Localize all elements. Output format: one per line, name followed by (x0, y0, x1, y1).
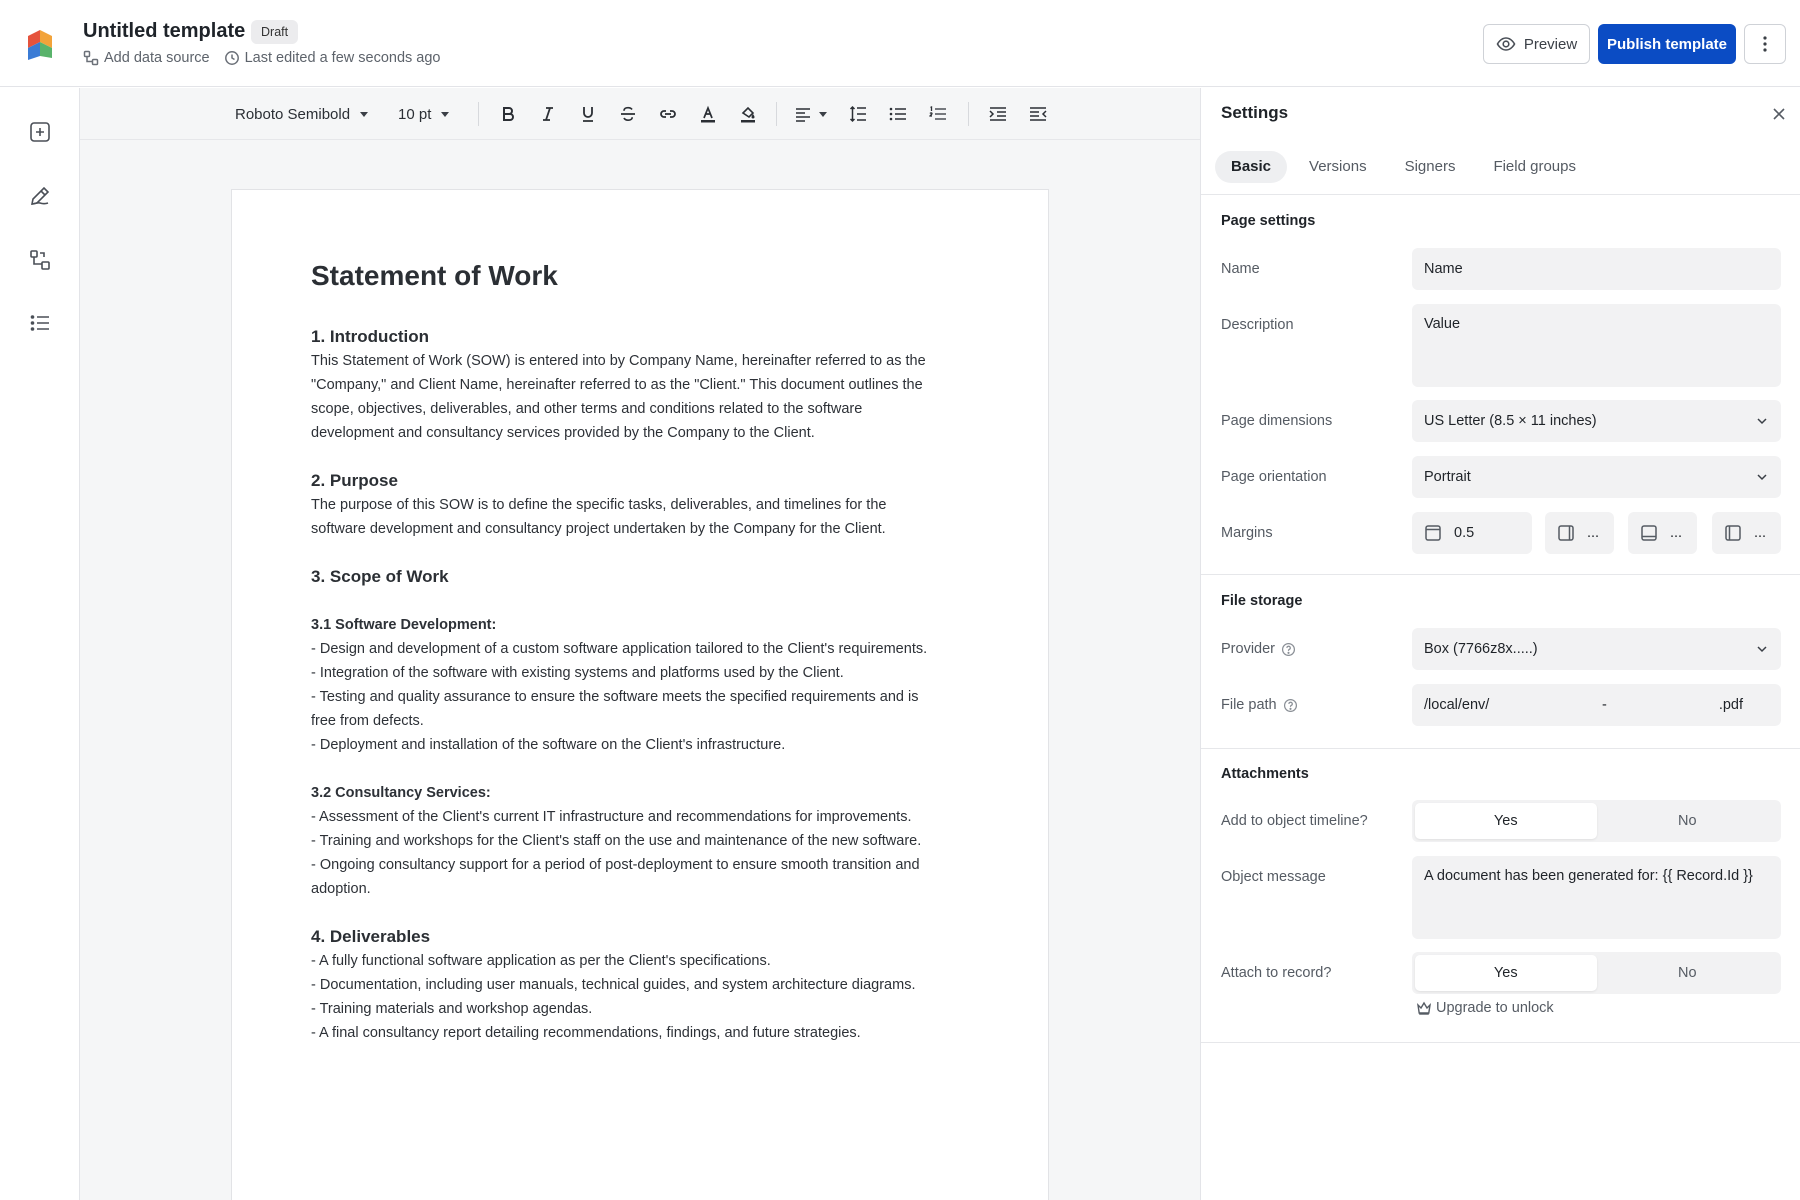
formatting-toolbar (80, 88, 1200, 140)
font-family-select[interactable] (235, 101, 368, 127)
paragraph-line[interactable]: - Deployment and installation of the software on the Client's infrastructure. (311, 737, 786, 753)
last-edited (224, 50, 441, 66)
chevron-down-icon (1757, 416, 1767, 426)
toolbar-divider (776, 102, 777, 126)
margin-top-value: 0.5 (1454, 525, 1475, 541)
attach-no-option[interactable]: No (1677, 965, 1697, 981)
editor-area (80, 88, 1200, 1200)
page-dimensions-select[interactable] (1412, 400, 1781, 442)
name-input[interactable]: Name (1412, 248, 1781, 290)
settings-panel (1200, 88, 1800, 1200)
clock-icon (224, 50, 240, 66)
align-left-icon (793, 104, 813, 124)
description-label: Description (1221, 317, 1294, 333)
text-color-icon[interactable] (694, 100, 722, 128)
provider-value: Box (7766z8x.....) (1424, 641, 1538, 657)
page-dimensions-value: US Letter (8.5 × 11 inches) (1424, 413, 1597, 429)
paragraph-line[interactable]: - A final consultancy report detailing recommendations, findings, and future strategies. (311, 1025, 861, 1041)
font-size-value: 10 pt (398, 105, 432, 123)
paragraph-line[interactable]: - Assessment of the Client's current IT infrastructure and recommendations for improvements. (311, 809, 912, 825)
indent-icon[interactable] (984, 100, 1012, 128)
section-heading[interactable]: 1. Introduction (311, 327, 430, 346)
chevron-down-icon (441, 112, 449, 117)
margin-right-icon (1557, 524, 1575, 542)
attach-yes-option[interactable]: Yes (1415, 955, 1597, 991)
margin-bottom-input[interactable] (1628, 512, 1697, 554)
object-message-label: Object message (1221, 869, 1326, 885)
template-title[interactable]: Untitled template (83, 20, 246, 42)
paragraph-line[interactable]: software development and consultancy project undertaken by the Company for the Client. (311, 521, 886, 537)
margin-bottom-value: ... (1670, 525, 1683, 541)
help-icon[interactable] (1281, 642, 1296, 657)
section-purpose (311, 468, 971, 541)
align-select[interactable] (790, 100, 830, 128)
eye-icon (1496, 34, 1516, 54)
paragraph-line[interactable]: adoption. (311, 881, 371, 897)
chevron-down-icon (360, 112, 368, 117)
tab-field-groups[interactable]: Field groups (1493, 158, 1576, 175)
page-orientation-value: Portrait (1424, 469, 1471, 485)
divider (1201, 748, 1800, 749)
paragraph-line[interactable]: - A fully functional software application as per the Client's specifications. (311, 953, 771, 969)
margin-top-icon (1424, 524, 1442, 542)
paragraph-line[interactable]: - Testing and quality assurance to ensure the software meets the specified requirements and is (311, 689, 919, 705)
chevron-down-icon (819, 112, 827, 117)
upgrade-label: Upgrade to unlock (1436, 1000, 1554, 1016)
file-path-label (1221, 697, 1298, 713)
provider-select[interactable] (1412, 628, 1781, 670)
file-path-prefix: /local/env/ (1424, 697, 1490, 713)
publish-template-button[interactable]: Publish template (1598, 24, 1736, 64)
toolbar-divider (478, 102, 479, 126)
close-icon[interactable] (1769, 104, 1789, 124)
file-storage-title: File storage (1221, 593, 1303, 609)
timeline-label: Add to object timeline? (1221, 813, 1368, 829)
line-height-icon[interactable] (844, 100, 872, 128)
add-data-source-link[interactable] (83, 50, 210, 66)
crown-icon (1416, 1000, 1432, 1016)
paragraph-line[interactable]: - Training materials and workshop agendas. (311, 1001, 593, 1017)
document-body[interactable] (311, 260, 971, 1068)
file-path-label-text: File path (1221, 697, 1277, 713)
object-message-textarea[interactable]: A document has been generated for: {{ Record.Id }} (1412, 856, 1781, 939)
settings-tabs (1215, 151, 1592, 183)
margin-left-value: ... (1754, 525, 1767, 541)
panel-title: Settings (1221, 103, 1289, 122)
timeline-yes-option[interactable]: Yes (1415, 803, 1597, 839)
page-settings-title: Page settings (1221, 213, 1316, 229)
left-rail (0, 88, 80, 1200)
paragraph-line[interactable]: "Company," and Client Name, hereinafter referred to as the "Client." This document outlines the (311, 377, 923, 393)
timeline-no-option[interactable]: No (1677, 813, 1697, 829)
tab-signers[interactable]: Signers (1404, 158, 1456, 175)
margin-right-value: ... (1587, 525, 1600, 541)
list-icon[interactable] (26, 309, 54, 337)
paragraph-line[interactable]: - Documentation, including user manuals, technical guides, and system architecture diagrams. (311, 977, 916, 993)
paragraph-line[interactable]: - Ongoing consultancy support for a period of post-deployment to ensure smooth transition and (311, 857, 920, 873)
last-edited-label: Last edited a few seconds ago (244, 50, 441, 66)
file-path-extension: .pdf (1718, 697, 1743, 713)
section-heading[interactable]: 4. Deliverables (311, 927, 431, 946)
paragraph-line[interactable]: free from defects. (311, 713, 424, 729)
help-icon[interactable] (1283, 698, 1298, 713)
tab-basic[interactable]: Basic (1215, 151, 1287, 183)
document-title[interactable]: Statement of Work (311, 260, 558, 291)
margin-left-icon (1724, 524, 1742, 542)
font-size-select[interactable] (398, 101, 449, 127)
upgrade-to-unlock-link[interactable] (1416, 1000, 1554, 1016)
outdent-icon[interactable] (1024, 100, 1052, 128)
toolbar-divider (968, 102, 969, 126)
paragraph-line[interactable]: This Statement of Work (SOW) is entered into by Company Name, hereinafter referred to as the (311, 353, 926, 369)
attachments-title: Attachments (1221, 766, 1309, 782)
margin-right-input[interactable] (1545, 512, 1614, 554)
margin-top-input[interactable] (1412, 512, 1532, 554)
section-deliverables (311, 924, 971, 1045)
preview-label: Preview (1523, 35, 1578, 53)
bulleted-list-icon[interactable] (884, 100, 912, 128)
data-fields-icon[interactable] (26, 246, 54, 274)
document-page[interactable] (231, 189, 1049, 1200)
page-orientation-select[interactable] (1412, 456, 1781, 498)
subsection-heading[interactable]: 3.2 Consultancy Services: (311, 785, 491, 801)
divider (1201, 1042, 1800, 1043)
paragraph-line[interactable]: The purpose of this SOW is to define the specific tasks, deliverables, and timelines for the (311, 497, 887, 513)
timeline-toggle[interactable] (1412, 800, 1781, 842)
section-heading[interactable]: 2. Purpose (311, 471, 398, 490)
paragraph-line[interactable]: - Integration of the software with existing systems and platforms used by the Client. (311, 665, 844, 681)
page-orientation-label: Page orientation (1221, 469, 1327, 485)
data-source-icon (83, 50, 99, 66)
attach-to-record-toggle[interactable] (1412, 952, 1781, 994)
section-introduction (311, 324, 971, 445)
pen-icon[interactable] (26, 182, 54, 210)
description-textarea[interactable]: Value (1412, 304, 1781, 387)
paragraph-line[interactable]: scope, objectives, deliverables, and other terms and conditions related to the software (311, 401, 863, 417)
italic-icon[interactable] (534, 100, 562, 128)
subsection-heading[interactable]: 3.1 Software Development: (311, 617, 497, 633)
paragraph-line[interactable]: - Design and development of a custom software application tailored to the Client's requirements. (311, 641, 928, 657)
underline-icon[interactable] (574, 100, 602, 128)
paragraph-line[interactable]: development and consultancy services provided by the Company to the Client. (311, 425, 815, 441)
preview-button[interactable] (1483, 24, 1590, 64)
chevron-down-icon (1757, 644, 1767, 654)
name-label: Name (1221, 261, 1260, 277)
more-vertical-icon (1763, 36, 1767, 52)
strikethrough-icon[interactable] (614, 100, 642, 128)
numbered-list-icon[interactable] (924, 100, 952, 128)
attach-to-record-label: Attach to record? (1221, 965, 1332, 981)
paragraph-line[interactable]: - Training and workshops for the Client's staff on the use and maintenance of the new software. (311, 833, 922, 849)
more-options-button[interactable] (1744, 24, 1786, 64)
section-scope (311, 564, 971, 901)
file-path-input[interactable] (1412, 684, 1781, 726)
chevron-down-icon (1757, 472, 1767, 482)
provider-label (1221, 641, 1296, 657)
font-family-value: Roboto Semibold (235, 105, 351, 123)
margins-label: Margins (1221, 525, 1273, 541)
tab-versions[interactable]: Versions (1309, 158, 1367, 175)
divider (1201, 194, 1800, 195)
page-dimensions-label: Page dimensions (1221, 413, 1333, 429)
status-badge: Draft (251, 20, 298, 44)
provider-label-text: Provider (1221, 641, 1275, 657)
file-path-separator: - (1602, 697, 1607, 713)
bold-icon[interactable] (494, 100, 522, 128)
add-data-source-label: Add data source (104, 50, 210, 66)
add-block-icon[interactable] (26, 118, 54, 146)
link-icon[interactable] (654, 100, 682, 128)
top-bar (0, 0, 1800, 87)
margin-left-input[interactable] (1712, 512, 1781, 554)
section-heading[interactable]: 3. Scope of Work (311, 567, 449, 586)
divider (1201, 574, 1800, 575)
highlight-color-icon[interactable] (734, 100, 762, 128)
app-logo-icon[interactable] (24, 26, 56, 62)
margin-bottom-icon (1640, 524, 1658, 542)
